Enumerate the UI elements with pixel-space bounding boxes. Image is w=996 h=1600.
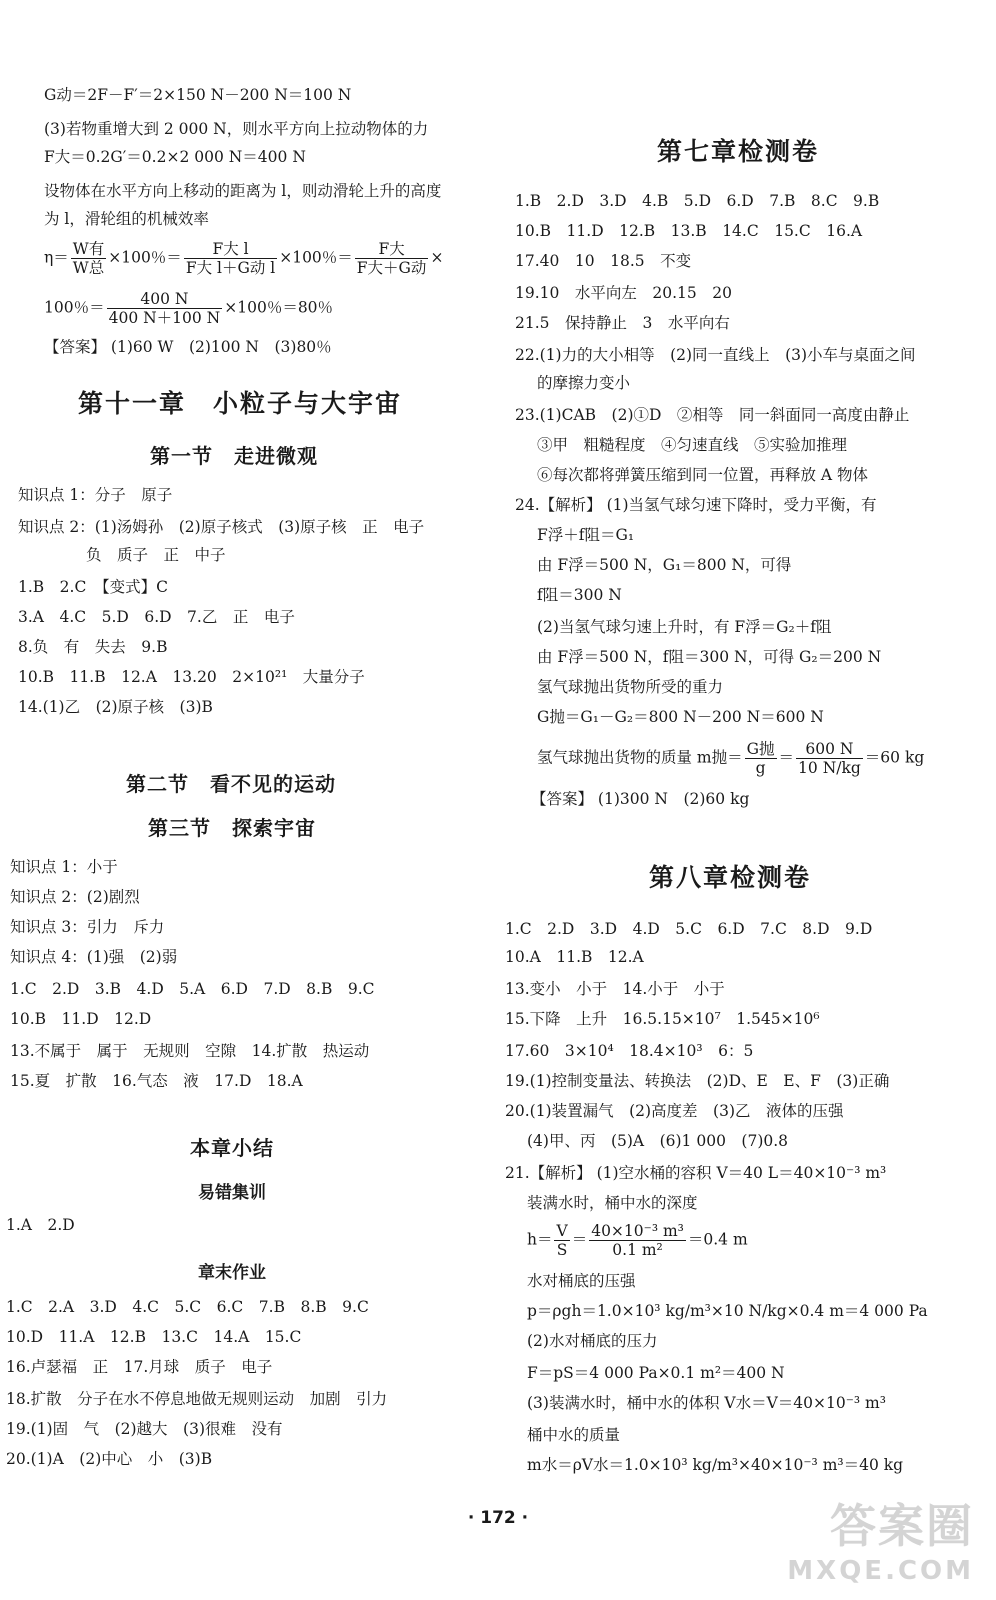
denominator: F大 l＋G动 l bbox=[185, 259, 276, 277]
text-line: 1.C 2.D 3.D 4.D 5.C 6.D 7.C 8.D 9.D bbox=[505, 920, 873, 938]
denominator: S bbox=[556, 1241, 568, 1259]
text-line: 知识点 4：(1)强 (2)弱 bbox=[10, 948, 178, 966]
text-line: p＝ρgh＝1.0×10³ kg/m³×10 N/kg×0.4 m＝4 000 Pa bbox=[527, 1302, 928, 1320]
text-line: 的摩擦力变小 bbox=[537, 374, 631, 392]
text-line: F＝pS＝4 000 Pa×0.1 m²＝400 N bbox=[527, 1364, 785, 1382]
text-line: 知识点 1：分子 原子 bbox=[18, 486, 173, 504]
text-line: 10.D 11.A 12.B 13.C 14.A 15.C bbox=[6, 1328, 302, 1346]
formula-text: ＝ bbox=[571, 1230, 588, 1249]
fraction bbox=[71, 240, 106, 277]
text-line: 8.负 有 失去 9.B bbox=[18, 638, 168, 656]
subsection-title: 章末作业 bbox=[198, 1263, 266, 1283]
formula-text: ＝0.4 m bbox=[687, 1230, 748, 1249]
watermark bbox=[787, 1490, 974, 1586]
text-line: 设物体在水平方向上移动的距离为 l，则动滑轮上升的高度 bbox=[44, 182, 442, 200]
numerator: V bbox=[556, 1222, 568, 1240]
section-title: 第二节 看不见的运动 bbox=[126, 772, 336, 796]
numerator: F大 l bbox=[184, 240, 277, 259]
text-line: f阻＝300 N bbox=[537, 586, 622, 604]
numerator: 40×10⁻³ m³ bbox=[591, 1222, 684, 1240]
section-title: 第三节 探索宇宙 bbox=[148, 816, 316, 840]
test-title: 第八章检测卷 bbox=[649, 863, 812, 892]
formula-text: ＝60 kg bbox=[864, 748, 925, 767]
text-line: (4)甲、丙 (5)A (6)1 000 (7)0.8 bbox=[527, 1132, 789, 1150]
text-line: 10.B 11.D 12.D bbox=[10, 1010, 152, 1028]
text-line: 由 F浮＝500 N，G₁＝800 N，可得 bbox=[537, 556, 792, 574]
denominator: 10 N/kg bbox=[798, 759, 861, 777]
denominator: W总 bbox=[72, 259, 105, 277]
watermark-logo-text: 答案圈 bbox=[830, 1499, 974, 1553]
answer-line: 【答案】 (1)60 W (2)100 N (3)80％ bbox=[44, 338, 332, 356]
text-line: 由 F浮＝500 N，f阻＝300 N，可得 G₂＝200 N bbox=[537, 648, 882, 666]
text-line: 15.下降 上升 16.5.15×10⁷ 1.545×10⁶ bbox=[505, 1010, 820, 1028]
denominator: 0.1 m² bbox=[612, 1241, 663, 1259]
fraction bbox=[745, 740, 777, 777]
text-line: ③甲 粗糙程度 ④匀速直线 ⑤实验加推理 bbox=[537, 436, 848, 454]
efficiency-formula bbox=[44, 240, 443, 277]
formula-text: ×100％＝ bbox=[279, 248, 353, 267]
text-line: 16.卢瑟福 正 17.月球 质子 电子 bbox=[6, 1358, 273, 1376]
text-line: 20.(1)A (2)中心 小 (3)B bbox=[6, 1450, 213, 1468]
text-line: G动＝2F－F′＝2×150 N－200 N＝100 N bbox=[44, 86, 352, 104]
text-line: (2)当氢气球匀速上升时，有 F浮＝G₂＋f阻 bbox=[537, 618, 832, 636]
text-line: (2)水对桶底的压力 bbox=[527, 1332, 658, 1350]
text-line: 知识点 1：小于 bbox=[10, 858, 118, 876]
text-line: 为 l，滑轮组的机械效率 bbox=[44, 210, 209, 228]
text-line: 3.A 4.C 5.D 6.D 7.乙 正 电子 bbox=[18, 608, 295, 626]
formula-text: h＝ bbox=[527, 1230, 553, 1249]
text-line: 13.变小 小于 14.小于 小于 bbox=[505, 980, 725, 998]
text-line: 知识点 2：(1)汤姆孙 (2)原子核式 (3)原子核 正 电子 bbox=[18, 518, 425, 536]
fraction bbox=[589, 1222, 686, 1259]
test-title: 第七章检测卷 bbox=[657, 137, 820, 166]
text-line: 14.(1)乙 (2)原子核 (3)B bbox=[18, 698, 213, 716]
summary-title: 本章小结 bbox=[190, 1136, 274, 1160]
text-line: 22.(1)力的大小相等 (2)同一直线上 (3)小车与桌面之间 bbox=[515, 346, 916, 364]
text-line: (3)装满水时，桶中水的体积 V水＝V＝40×10⁻³ m³ bbox=[527, 1394, 886, 1412]
fraction bbox=[796, 740, 863, 777]
text-line: 知识点 2：(2)剧烈 bbox=[10, 888, 140, 906]
mass-formula bbox=[537, 740, 924, 777]
text-line: 21.5 保持静止 3 水平向右 bbox=[515, 314, 730, 332]
fraction bbox=[184, 240, 277, 277]
text-line: 19.(1)固 气 (2)越大 (3)很难 没有 bbox=[6, 1420, 283, 1438]
text-line: 24.【解析】 (1)当氢气球匀速下降时，受力平衡，有 bbox=[515, 496, 877, 514]
text-line: 1.B 2.D 3.D 4.B 5.D 6.D 7.B 8.C 9.B bbox=[515, 192, 880, 210]
text-line: 知识点 3：引力 斥力 bbox=[10, 918, 165, 936]
text-line: 10.B 11.D 12.B 13.B 14.C 15.C 16.A bbox=[515, 222, 863, 240]
fraction bbox=[107, 290, 223, 327]
text-line: F大＝0.2G′＝0.2×2 000 N＝400 N bbox=[44, 148, 306, 166]
chapter-title: 第十一章 小粒子与大宇宙 bbox=[78, 389, 403, 418]
numerator: 600 N bbox=[796, 740, 863, 759]
text-line: m水＝ρV水＝1.0×10³ kg/m³×40×10⁻³ m³＝40 kg bbox=[527, 1456, 904, 1474]
text-line: 1.B 2.C 【变式】C bbox=[18, 578, 168, 596]
text-line: 13.不属于 属于 无规则 空隙 14.扩散 热运动 bbox=[10, 1042, 370, 1060]
fraction bbox=[355, 240, 429, 277]
text-line: ⑥每次都将弹簧压缩到同一位置，再释放 A 物体 bbox=[537, 466, 869, 484]
text-line: 15.夏 扩散 16.气态 液 17.D 18.A bbox=[10, 1072, 303, 1090]
text-line: 20.(1)装置漏气 (2)高度差 (3)乙 液体的压强 bbox=[505, 1102, 844, 1120]
text-line: (3)若物重增大到 2 000 N，则水平方向上拉动物体的力 bbox=[44, 120, 429, 138]
text-line: 10.A 11.B 12.A bbox=[505, 948, 644, 966]
text-line: 19.(1)控制变量法、转换法 (2)D、E E、F (3)正确 bbox=[505, 1072, 890, 1090]
text-line: 10.B 11.B 12.A 13.20 2×10²¹ 大量分子 bbox=[18, 668, 365, 686]
text-line: 18.扩散 分子在水不停息地做无规则运动 加剧 引力 bbox=[6, 1390, 388, 1408]
fraction bbox=[554, 1222, 569, 1259]
depth-formula bbox=[527, 1222, 748, 1259]
formula-text: 氢气球抛出货物的质量 m抛＝ bbox=[537, 748, 743, 767]
text-line: 17.60 3×10⁴ 18.4×10³ 6：5 bbox=[505, 1042, 754, 1060]
text-line: 1.C 2.D 3.B 4.D 5.A 6.D 7.D 8.B 9.C bbox=[10, 980, 375, 998]
watermark-url: MXQE.COM bbox=[787, 1556, 974, 1586]
formula-text: 100％＝ bbox=[44, 298, 105, 317]
page-number: · 172 · bbox=[467, 1508, 529, 1528]
text-line: 1.C 2.A 3.D 4.C 5.C 6.C 7.B 8.B 9.C bbox=[6, 1298, 369, 1316]
percent-formula bbox=[44, 290, 333, 327]
text-line: 19.10 水平向左 20.15 20 bbox=[515, 284, 732, 302]
text-line: 23.(1)CAB (2)①D ②相等 同一斜面同一高度由静止 bbox=[515, 406, 910, 424]
denominator: g bbox=[755, 759, 766, 777]
subsection-title: 易错集训 bbox=[198, 1183, 266, 1203]
text-line: 水对桶底的压强 bbox=[527, 1272, 636, 1290]
text-line: 桶中水的质量 bbox=[527, 1426, 621, 1444]
text-line: F浮＋f阻＝G₁ bbox=[537, 526, 635, 544]
formula-text: × bbox=[430, 248, 444, 267]
answer-line: 【答案】 (1)300 N (2)60 kg bbox=[531, 790, 750, 808]
numerator: G抛 bbox=[746, 740, 775, 758]
text-line: 21.【解析】 (1)空水桶的容积 V＝40 L＝40×10⁻³ m³ bbox=[505, 1164, 887, 1182]
numerator: W有 bbox=[72, 240, 105, 258]
text-line: 氢气球抛出货物所受的重力 bbox=[537, 678, 724, 696]
formula-text: η＝ bbox=[44, 248, 69, 267]
formula-text: ＝ bbox=[778, 748, 795, 767]
numerator: 400 N bbox=[107, 290, 223, 309]
text-line: 17.40 10 18.5 不变 bbox=[515, 252, 692, 270]
text-line: G抛＝G₁－G₂＝800 N－200 N＝600 N bbox=[537, 708, 824, 726]
denominator: F大＋G动 bbox=[356, 259, 427, 277]
text-line: 1.A 2.D bbox=[6, 1216, 75, 1234]
text-line: 装满水时，桶中水的深度 bbox=[527, 1194, 698, 1212]
formula-text: ×100％＝80％ bbox=[224, 298, 334, 317]
denominator: 400 N＋100 N bbox=[108, 309, 221, 327]
formula-text: ×100％＝ bbox=[108, 248, 182, 267]
text-line: 负 质子 正 中子 bbox=[86, 546, 226, 564]
section-title: 第一节 走进微观 bbox=[150, 444, 318, 468]
numerator: F大 bbox=[355, 240, 429, 259]
